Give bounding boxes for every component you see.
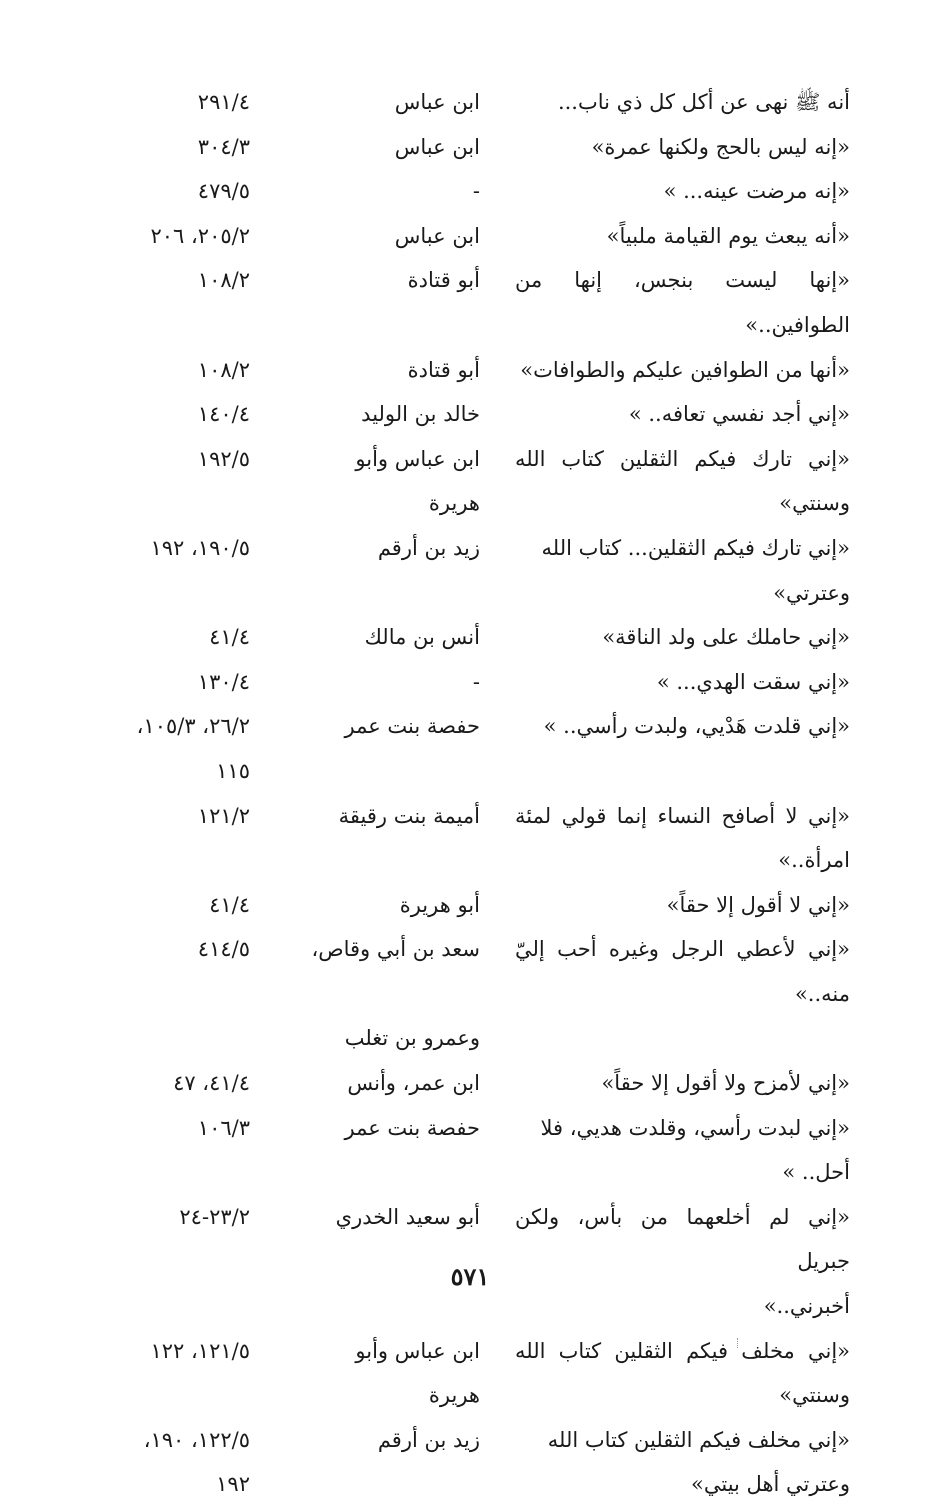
volume-page-ref: ٢٣/٢-٢٤ [179,1204,250,1229]
volume-page-ref: ٤١/٤، ٤٧ [173,1071,250,1096]
narrator: سعد بن أبي وقاص، [311,937,480,962]
volume-page-ref: ١٠٦/٣ [197,1115,250,1140]
narrator: خالد بن الوليد [361,402,480,427]
volume-page-ref: ١٣٠/٤ [197,669,250,694]
narrator: - [472,179,480,204]
narrator: ابن عباس [394,90,480,114]
narrator: أميمة بنت رقيقة [338,803,480,828]
narrator: أبو قتادة [407,268,480,293]
index-row [60,615,850,660]
index-row [60,214,850,259]
hadith-text: «إني تارك فيكم الثقلين... كتاب الله [541,535,850,560]
narrator: ابن عباس وأبو هريرة [355,446,480,516]
volume-page-ref: ١٢٢/٥، ١٩٠، [143,1427,250,1452]
index-row [60,125,850,170]
hadith-text: «إني لأمزح ولا أقول إلا حقاً» [601,1071,850,1096]
hadith-text: «إنه مرضت عينه... » [663,179,850,204]
hadith-text: «إنه ليس بالحج ولكنها عمرة» [591,134,850,159]
narrator: ابن عباس وأبو هريرة [355,1338,480,1408]
index-row [60,437,850,526]
index-row [60,794,850,883]
narrator: ابن عباس [394,134,480,159]
index-row [60,749,850,794]
index-row [60,704,850,749]
hadith-text: «إنها ليست بنجس، إنها من الطوافين..» [515,268,850,337]
hadith-text: «إني لم أخلعهما من بأس، ولكن جبريل [515,1204,850,1274]
volume-page-ref: ٤١٤/٥ [197,937,250,962]
hadith-text: «إني لا أصافح النساء إنما قولي لمئة امرأة..» [515,803,850,873]
hadith-index-table [60,80,850,1507]
hadith-text: «إني لا أقول إلا حقاً» [666,892,850,917]
narrator: وعمرو بن تغلب [344,1026,480,1051]
narrator: ابن عباس [394,223,480,248]
narrator: أبو قتادة [407,357,480,382]
volume-page-ref: ١٤٠/٤ [197,402,250,427]
scan-speck [737,1338,740,1348]
volume-page-ref: ٤١/٤ [209,892,250,917]
hadith-text: «إني قلدت هَدْيي، ولبدت رأسي.. » [543,714,850,739]
volume-page-ref: ١٠٨/٢ [197,357,250,382]
hadith-text: «إني أجد نفسي تعافه.. » [628,402,850,427]
hadith-text: «إني تارك فيكم الثقلين كتاب الله وسنتي» [515,446,850,516]
hadith-text: «إني مخلف فيكم الثقلين كتاب الله [547,1427,850,1452]
narrator: زيد بن أرقم [377,1427,480,1452]
index-row [60,1150,850,1195]
volume-page-ref: ٤٧٩/٥ [197,179,250,204]
narrator: أنس بن مالك [364,625,480,650]
index-row [60,927,850,1016]
index-row [60,660,850,705]
volume-page-ref: ١٢١/٥، ١٢٢ [150,1338,250,1363]
hadith-text: «إني لأعطي الرجل وغيره أحب إليّ منه..» [515,937,850,1006]
narrator: ابن عمر، وأنس [347,1071,480,1096]
hadith-text: «إني سقت الهدي... » [656,669,850,694]
index-row [60,1106,850,1151]
index-row [60,1329,850,1418]
hadith-text: «أنها من الطوافين عليكم والطوافات» [520,357,850,382]
hadith-text: أنه ﷺ نهى عن أكل كل ذي ناب... [557,90,850,114]
page-number: ٥٧١ [450,1262,490,1291]
hadith-text: أحل.. » [782,1160,850,1185]
volume-page-ref: ١٢١/٢ [197,803,250,828]
narrator: - [472,669,480,694]
index-row [60,348,850,393]
hadith-text: «أنه يبعث يوم القيامة ملبياً» [606,223,850,248]
volume-page-ref: ١٠٨/٢ [197,268,250,293]
narrator: حفصة بنت عمر [344,714,480,739]
volume-page-ref: ٢٠٥/٢، ٢٠٦ [150,223,250,248]
volume-page-ref: ١٩٢ [216,1472,250,1497]
index-row [60,526,850,571]
volume-page-ref: ٢٩١/٤ [197,90,250,114]
hadith-text: «إني حاملك على ولد الناقة» [602,625,850,650]
volume-page-ref: ١٩٠/٥، ١٩٢ [150,535,250,560]
volume-page-ref: ٢٦/٢، ١٠٥/٣، [136,714,250,739]
index-row [60,392,850,437]
index-row [60,883,850,928]
volume-page-ref: ٤١/٤ [209,625,250,650]
narrator: زيد بن أرقم [377,535,480,560]
index-row [60,1061,850,1106]
narrator: أبو هريرة [399,892,480,917]
hadith-text: وعترتي أهل بيتي» [691,1472,850,1497]
volume-page-ref: ١١٥ [216,758,250,783]
volume-page-ref: ١٩٢/٥ [197,446,250,471]
narrator: أبو سعيد الخدري [335,1204,480,1229]
index-row [60,258,850,347]
volume-page-ref: ٣٠٤/٣ [197,134,250,159]
narrator: حفصة بنت عمر [344,1115,480,1140]
index-row [60,169,850,214]
hadith-text: أخبرني..» [763,1294,850,1319]
index-row [60,1418,850,1463]
hadith-text: «إني مخلف فيكم الثقلين كتاب الله وسنتي» [515,1338,850,1408]
index-row [60,80,850,125]
index-row [60,1462,850,1507]
hadith-text: «إني لبدت رأسي، وقلدت هديي، فلا [540,1115,850,1140]
index-row [60,1016,850,1061]
hadith-text: وعترتي» [773,580,850,605]
index-row [60,571,850,616]
